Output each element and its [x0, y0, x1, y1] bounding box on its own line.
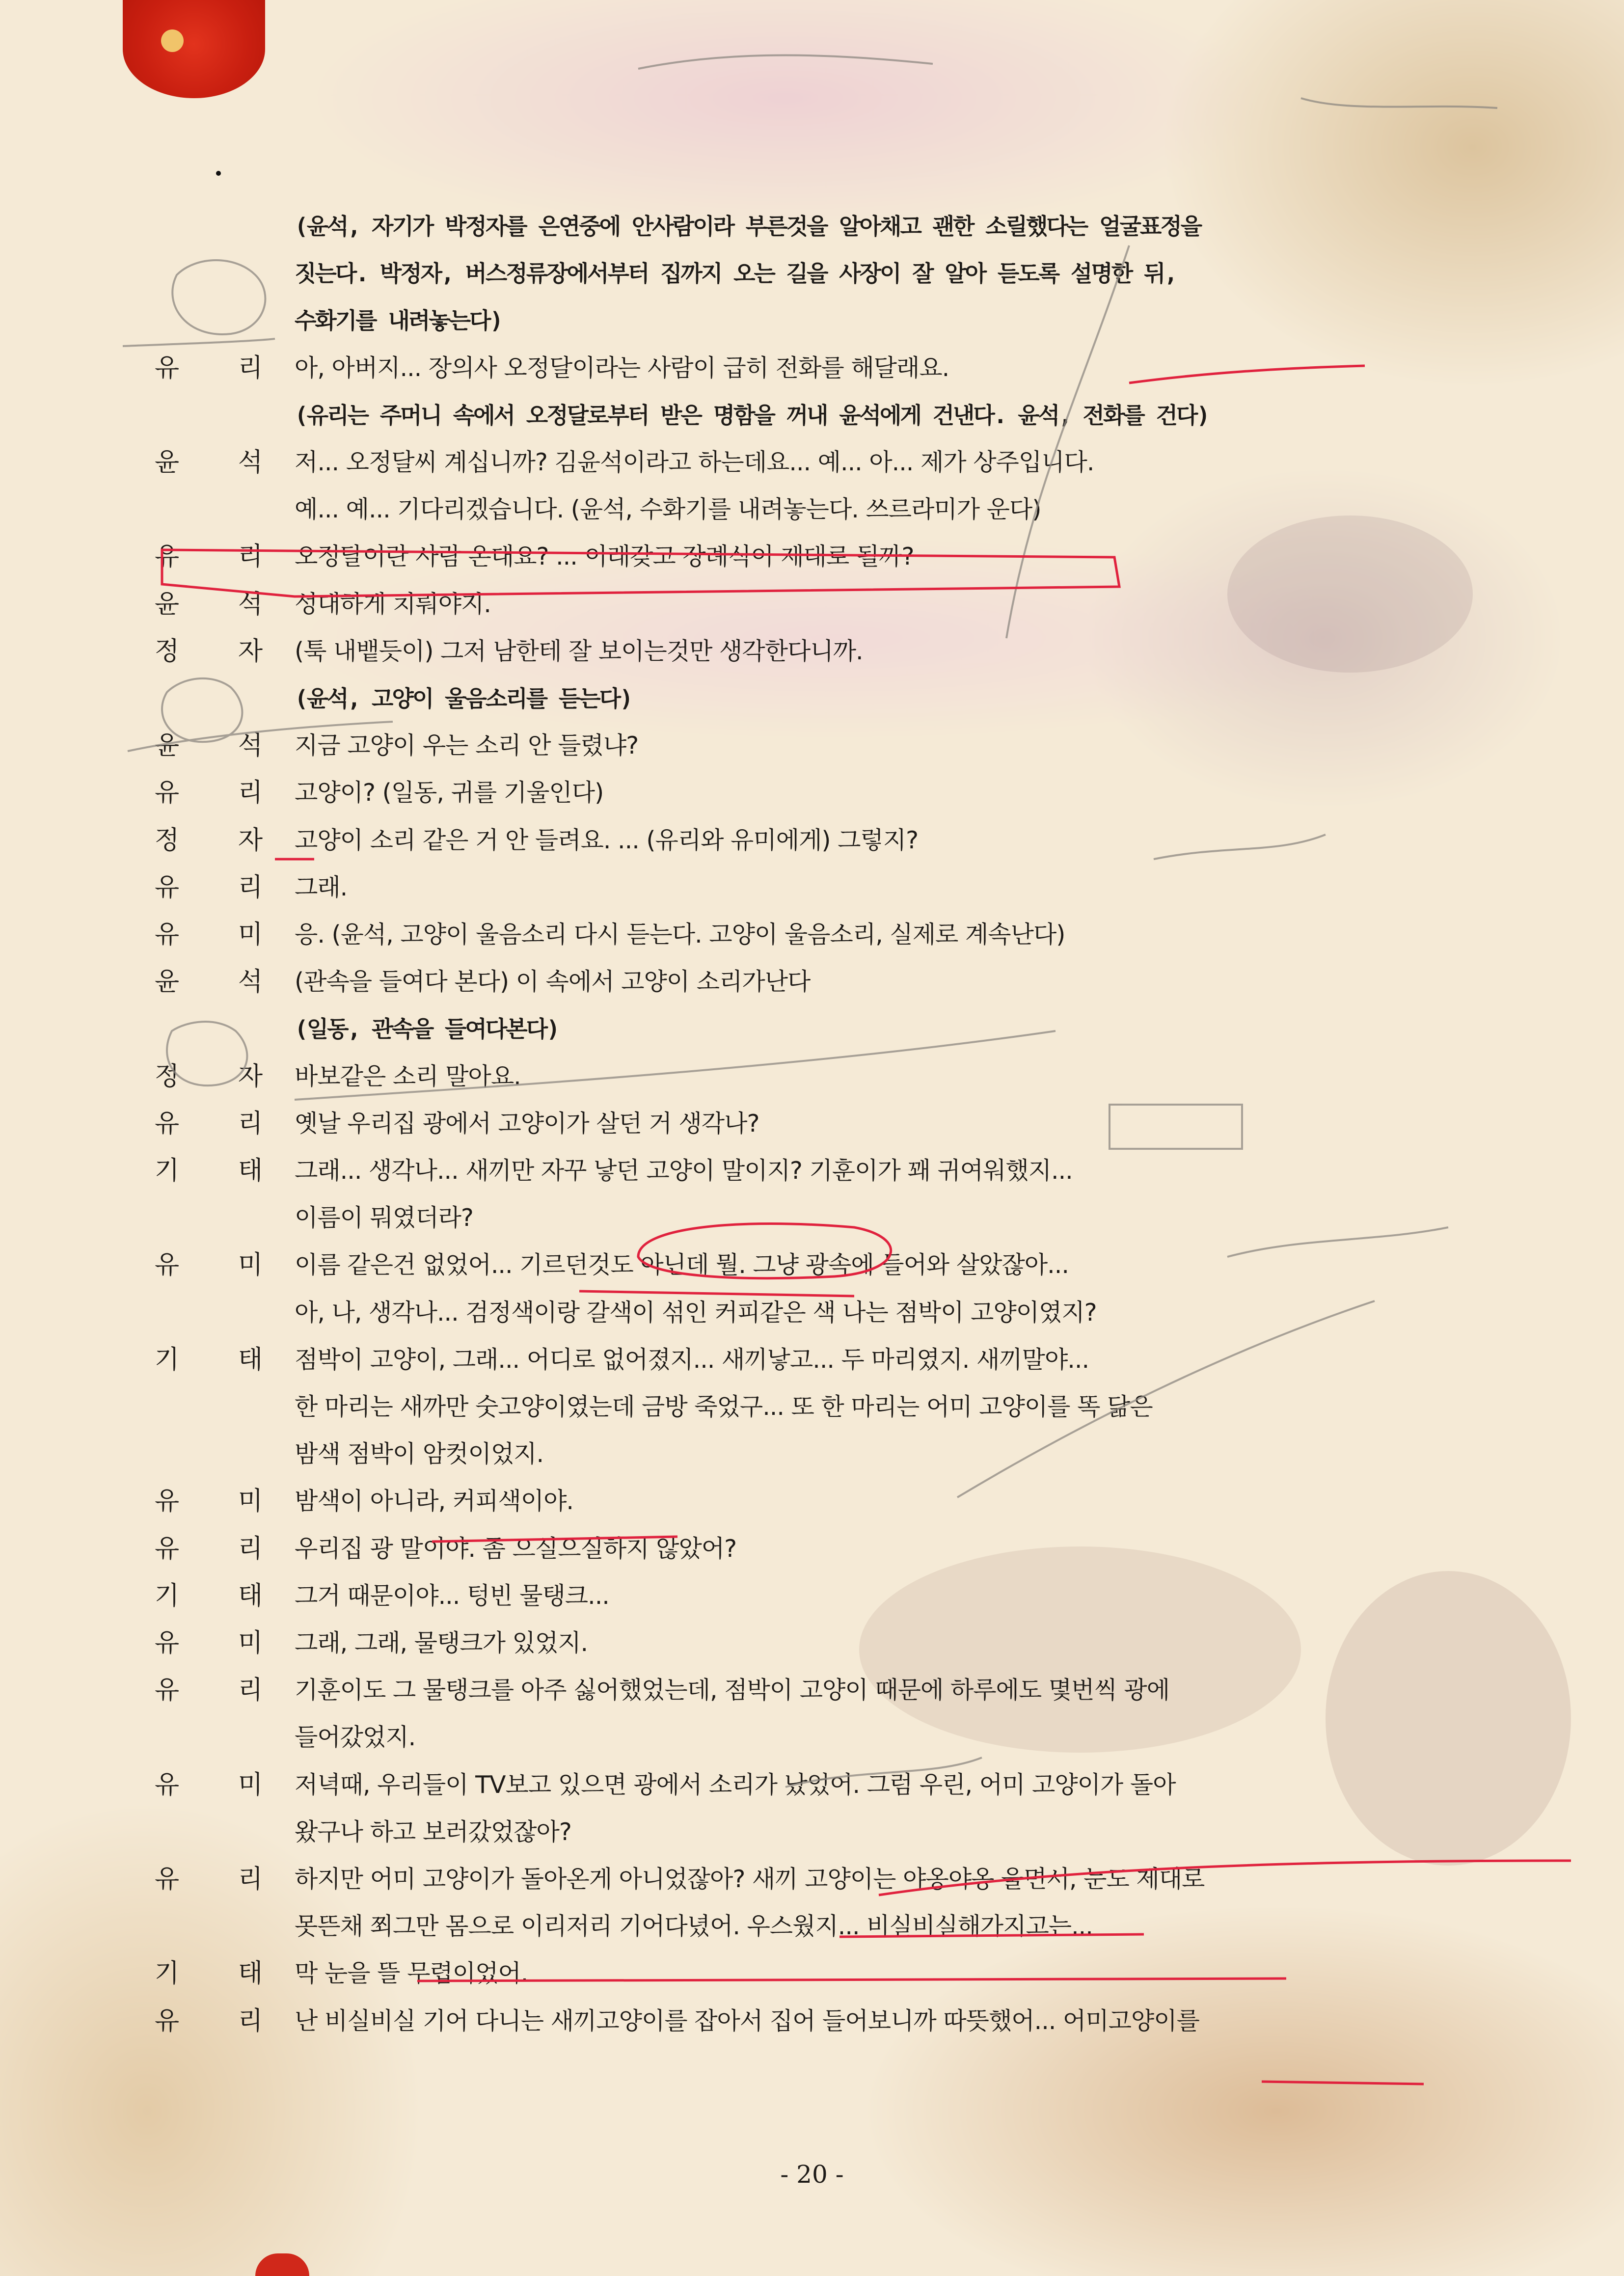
speaker-char: 유: [154, 1628, 180, 1658]
speaker-char: 정: [154, 1061, 180, 1091]
line-text: 한 마리는 새까만 숫고양이였는데 금방 죽었구... 또 한 마리는 어미 고양이를 똑 닮은: [295, 1393, 1153, 1421]
pencil-scribble-mark: [1154, 835, 1326, 859]
pencil-box-mark: [1110, 1105, 1242, 1149]
speaker-char: 자: [238, 825, 263, 855]
speaker-char: 리: [238, 353, 263, 383]
speaker-char: 유: [154, 872, 180, 902]
red-strike-mark: [417, 1978, 1286, 1981]
speaker-char: 리: [238, 2006, 263, 2036]
speaker-char: 유: [154, 1865, 180, 1894]
line-text: 점박이 고양이, 그래... 어디로 없어졌지... 새끼낳고... 두 마리였지. 새끼말야...: [295, 1345, 1089, 1374]
speaker-char: 기: [154, 1345, 180, 1375]
pencil-curve-mark: [638, 55, 933, 69]
line-text: 밤색 점박이 암컷이었지.: [295, 1440, 544, 1468]
pencil-scribble-mark: [1301, 98, 1497, 108]
stage-direction: (일동, 관속을 들여다본다): [295, 1016, 559, 1043]
speaker-char: 석: [238, 967, 263, 997]
pencil-bracket-mark: [123, 339, 275, 346]
line-text: 고양이 소리 같은 거 안 들려요. ... (유리와 유미에게) 그렇지?: [295, 826, 919, 854]
stage-direction: (윤석, 고양이 울음소리를 듣는다): [295, 685, 632, 712]
line-text: 밤색이 아니라, 커피색이야.: [295, 1487, 573, 1516]
speaker-char: 미: [238, 1487, 263, 1517]
speaker-char: 석: [238, 448, 263, 477]
speaker-char: 미: [238, 1250, 263, 1280]
speaker-char: 유: [154, 1676, 180, 1706]
speaker-char: 정: [154, 825, 180, 855]
speaker-char: 리: [238, 1865, 263, 1894]
red-oval-mark: [638, 1224, 891, 1278]
speaker-char: 기: [154, 1581, 180, 1611]
line-text: (관속을 들여다 본다) 이 속에서 고양이 소리가난다: [295, 968, 811, 996]
line-text: 지금 고양이 우는 소리 안 들렸냐?: [295, 732, 639, 760]
speaker-char: 태: [238, 1959, 263, 1989]
speaker-char: 자: [238, 1061, 263, 1091]
page-number: - 20 -: [780, 2160, 844, 2189]
speaker-char: 기: [154, 1959, 180, 1989]
line-text: 아, 아버지... 장의사 오정달이라는 사람이 급히 전화를 해달래요.: [295, 353, 949, 382]
speaker-char: 석: [238, 731, 263, 761]
speaker-char: 태: [238, 1156, 263, 1186]
pencil-underline-mark: [295, 1031, 1056, 1100]
red-strike-mark: [579, 1291, 854, 1296]
line-text: 저... 오정달씨 계십니까? 김윤석이라고 하는데요... 예... 아... 제가 상주입니다.: [295, 448, 1094, 476]
speaker-char: 유: [154, 778, 180, 808]
line-text: 왔구나 하고 보러갔었잖아?: [295, 1817, 571, 1846]
line-text: 고양이? (일동, 귀를 기울인다): [295, 779, 604, 807]
pencil-circle-mark: [172, 260, 265, 334]
line-text: 하지만 어미 고양이가 돌아온게 아니었잖아? 새끼 고양이는 야옹야옹 울면서, 눈도 제대로: [295, 1865, 1205, 1893]
speaker-char: 석: [238, 589, 263, 619]
line-text: 그거 때문이야... 텅빈 물탱크...: [295, 1581, 609, 1610]
speaker-char: 유: [154, 353, 180, 383]
stage-direction: 수화기를 내려놓는다): [295, 307, 502, 334]
pencil-slash-mark: [1006, 245, 1129, 638]
line-text: 이름이 뭐였더라?: [295, 1204, 473, 1232]
line-text: 막 눈을 뜰 무렵이었어.: [295, 1959, 528, 1988]
red-strike-mark: [839, 1934, 1144, 1937]
line-text: 성대하게 치뤄야지.: [295, 590, 491, 618]
speaker-char: 유: [154, 1534, 180, 1564]
red-strike-mark: [1262, 2082, 1424, 2084]
stage-direction: (윤석, 자기가 박정자를 은연중에 안사람이라 부른것을 알아채고 괜한 소릴했다는 얼굴표정을: [295, 213, 1201, 240]
line-text: 난 비실비실 기어 다니는 새끼고양이를 잡아서 집어 들어보니까 따뜻했어... 어미고양이를: [295, 2006, 1199, 2035]
red-strike-mark: [432, 1537, 677, 1542]
red-box-mark: [162, 550, 1119, 596]
stage-direction: 짓는다. 박정자, 버스정류장에서부터 집까지 오는 길을 사장이 잘 알아 듣도록 설명한 뒤,: [295, 260, 1176, 287]
speaker-char: 윤: [154, 731, 180, 761]
line-text: 저녁때, 우리들이 TV보고 있으면 광에서 소리가 났었어. 그럼 우린, 어미 고양이가 돌아: [295, 1770, 1176, 1799]
speaker-char: 미: [238, 1628, 263, 1658]
speaker-char: 유: [154, 1109, 180, 1138]
speaker-char: 윤: [154, 589, 180, 619]
line-text: 옛날 우리집 광에서 고양이가 살던 거 생각나?: [295, 1109, 759, 1138]
speaker-char: 정: [154, 636, 180, 666]
line-text: 오정달이란 사람 온대요? ... 이래갖고 장례식이 제대로 될까?: [295, 542, 914, 571]
speaker-char: 자: [238, 636, 263, 666]
speaker-char: 리: [238, 1676, 263, 1706]
pencil-circle-mark: [167, 1022, 247, 1085]
pencil-circle-mark: [162, 678, 242, 742]
red-underline-mark: [879, 1861, 1571, 1895]
speaker-char: 리: [238, 1109, 263, 1138]
line-text: 우리집 광 말이야. 좀 으실으실하지 않았어?: [295, 1534, 737, 1563]
speaker-char: 유: [154, 920, 180, 949]
line-text: 기훈이도 그 물탱크를 아주 싫어했었는데, 점박이 고양이 때문에 하루에도 몇번씩 광에: [295, 1676, 1170, 1705]
speaker-char: 윤: [154, 967, 180, 997]
line-text: 응. (윤석, 고양이 울음소리 다시 듣는다. 고양이 울음소리, 실제로 계속난다): [295, 921, 1065, 948]
speaker-char: 미: [238, 920, 263, 949]
speaker-char: 리: [238, 1534, 263, 1564]
speaker-char: 윤: [154, 448, 180, 477]
line-text: 예... 예... 기다리겠습니다. (윤석, 수화기를 내려놓는다. 쓰르라미가 운다): [295, 495, 1041, 524]
speaker-char: 리: [238, 778, 263, 808]
red-underline-mark: [1129, 366, 1365, 383]
line-text: 들어갔었지.: [295, 1723, 416, 1752]
speaker-char: 유: [154, 2006, 180, 2036]
speaker-char: 리: [238, 542, 263, 572]
speaker-char: 유: [154, 542, 180, 572]
line-text: 바보같은 소리 말아요.: [295, 1062, 521, 1090]
speaker-char: 유: [154, 1487, 180, 1517]
line-text: 그래... 생각나... 새끼만 자꾸 낳던 고양이 말이지? 기훈이가 꽤 귀여워했지...: [295, 1157, 1073, 1185]
speaker-char: 기: [154, 1156, 180, 1186]
speaker-char: 유: [154, 1770, 180, 1800]
stage-direction: (유리는 주머니 속에서 오정달로부터 받은 명함을 꺼내 윤석에게 건낸다. 윤석, 전화를 건다): [295, 402, 1209, 429]
pencil-scribble-mark: [1227, 1227, 1448, 1257]
line-text: 못뜬채 쬐그만 몸으로 이리저리 기어다녔어. 우스웠지... 비실비실해가지고는...: [295, 1912, 1093, 1941]
line-text: 이름 같은건 없었어... 기르던것도 아닌데 뭘. 그냥 광속에 들어와 살았잖아...: [295, 1251, 1069, 1279]
line-text: 그래.: [295, 873, 348, 901]
speaker-char: 태: [238, 1345, 263, 1375]
line-text: (툭 내뱉듯이) 그저 남한테 잘 보이는것만 생각한다니까.: [295, 637, 863, 665]
pencil-scribble-mark: [785, 1758, 982, 1787]
speaker-char: 미: [238, 1770, 263, 1800]
speaker-char: 태: [238, 1581, 263, 1611]
speaker-char: 리: [238, 872, 263, 902]
pencil-slash-mark: [957, 1301, 1375, 1497]
line-text: 아, 나, 생각나... 검정색이랑 갈색이 섞인 커피같은 색 나는 점박이 고양이였지?: [295, 1298, 1097, 1327]
line-text: 그래, 그래, 물탱크가 있었지.: [295, 1629, 588, 1657]
speaker-char: 유: [154, 1250, 180, 1280]
